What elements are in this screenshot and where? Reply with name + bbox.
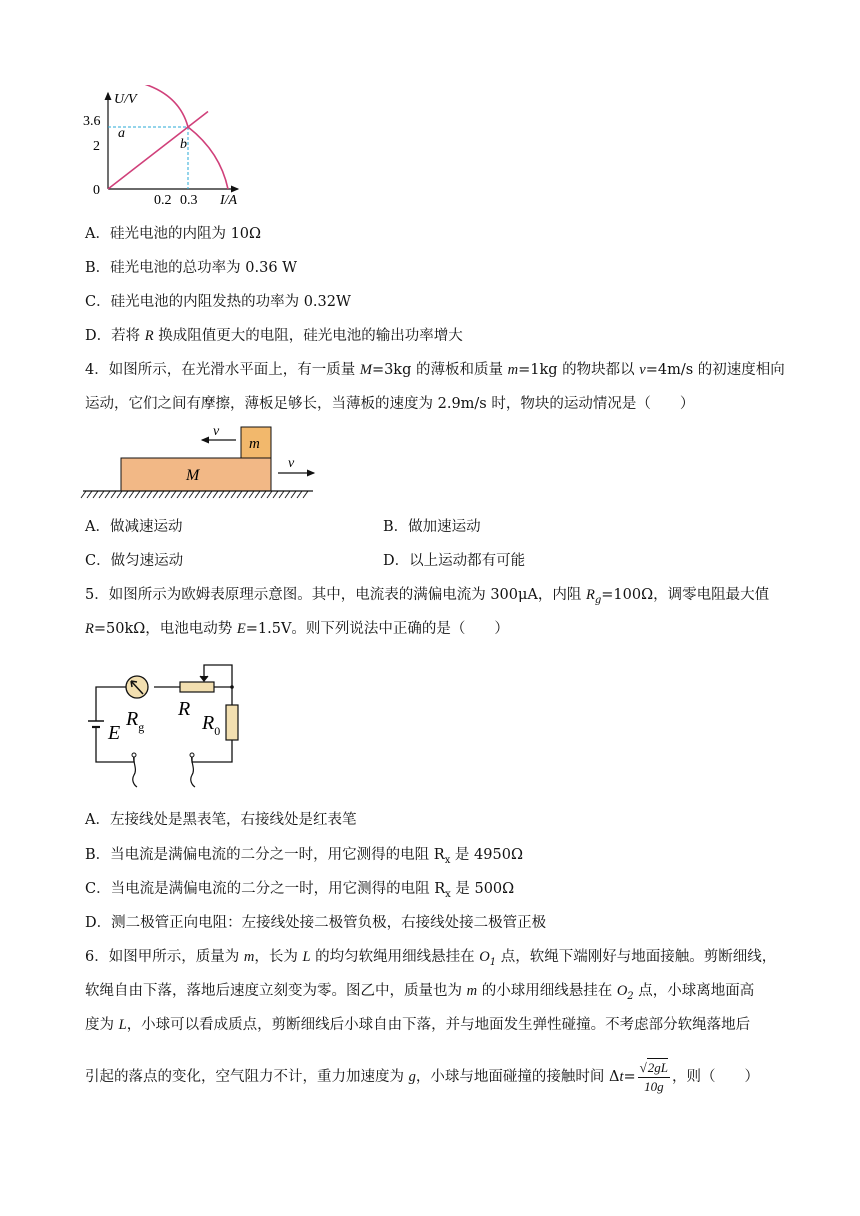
hatch-stroke <box>177 491 182 498</box>
right-probe-lead <box>191 755 195 787</box>
q6-stem-line1: 6．如图甲所示，质量为 m，长为 L 的均匀软绳用细线悬挂在 $O_1$ 点，软绳下端刚好与地面接触。剪断细线， <box>85 949 777 968</box>
hatch-stroke <box>117 491 122 498</box>
hatch-stroke <box>135 491 140 498</box>
hatch-stroke <box>81 491 86 498</box>
y-tick-zero: 0 <box>93 183 100 198</box>
q5-option-b: B．当电流是满偏电流的二分之一时，用它测得的电阻 $R_x$ 是 4950Ω <box>85 847 523 866</box>
hatch-stroke <box>249 491 254 498</box>
q4-stem-line2: 运动，它们之间有摩擦，薄板足够长，当薄板的速度为 2.9m/s 时，物块的运动情况是（ ） <box>85 396 695 412</box>
hatch-stroke <box>243 491 248 498</box>
resistor-r0 <box>226 705 238 740</box>
hatch-stroke <box>279 491 284 498</box>
label-rg: $R_g$ <box>126 708 145 734</box>
q5-option-a: A．左接线处是黑表笔，右接线处是红表笔 <box>85 812 357 828</box>
hatch-stroke <box>105 491 110 498</box>
label-v-board: v <box>288 456 295 471</box>
contact-time-fraction: $\frac{√2gL}{10g}$ <box>639 1060 669 1094</box>
q4-option-d: D．以上运动都有可能 <box>383 553 526 569</box>
hatch-stroke <box>183 491 188 498</box>
hatch-stroke <box>189 491 194 498</box>
hatch-stroke <box>165 491 170 498</box>
q6-stem-line4: 引起的落点的变化，空气阻力不计，重力加速度为 g，小球与地面碰撞的接触时间 Δt= $\frac{√2gL}{10g}$ ，则（ ） <box>85 1060 760 1094</box>
q5-option-c: C．当电流是满偏电流的二分之一时，用它测得的电阻 $R_x$ 是 500Ω <box>85 881 515 900</box>
label-M: M <box>186 467 200 484</box>
hatch-stroke <box>123 491 128 498</box>
x-tick-03: 0.3 <box>180 193 198 208</box>
q3-option-d: D．若将 R 换成阻值更大的电阻，硅光电池的输出功率增大 <box>85 328 463 344</box>
hatch-stroke <box>93 491 98 498</box>
hatch-stroke <box>231 491 236 498</box>
hatch-stroke <box>291 491 296 498</box>
hatch-stroke <box>159 491 164 498</box>
hatch-stroke <box>303 491 308 498</box>
q6-stem-line2: 软绳自由下落，落地后速度立刻变为零。图乙中，质量也为 m 的小球用细线悬挂在 $O_2$ 点，小球离地面高 <box>85 983 755 1002</box>
hatch-stroke <box>201 491 206 498</box>
q3-option-a: A．硅光电池的内阻为 10Ω <box>85 226 262 242</box>
q5-stem-line2: R=50kΩ，电池电动势 E=1.5V。则下列说法中正确的是（ ） <box>85 621 509 637</box>
hatch-stroke <box>99 491 104 498</box>
hatch-stroke <box>225 491 230 498</box>
q3-option-c: C．硅光电池的内阻发热的功率为 0.32W <box>85 294 351 310</box>
hatch-stroke <box>195 491 200 498</box>
hatch-stroke <box>129 491 134 498</box>
ohmmeter-circuit <box>82 655 252 795</box>
curve-label-a: a <box>118 126 125 141</box>
y-axis-label: U/V <box>114 92 137 107</box>
x-axis-label: I/A <box>220 193 238 208</box>
left-probe-lead <box>133 755 137 787</box>
hatch-stroke <box>111 491 116 498</box>
q4-board-figure <box>80 420 330 505</box>
label-r0: $R_0$ <box>202 712 221 738</box>
series-b-line <box>108 112 208 190</box>
hatch-stroke <box>261 491 266 498</box>
q3-option-b: B．硅光电池的总功率为 0.36 W <box>85 260 298 276</box>
hatch-stroke <box>219 491 224 498</box>
hatch-stroke <box>267 491 272 498</box>
label-v-block: v <box>213 424 220 439</box>
x-tick-02: 0.2 <box>154 193 172 208</box>
hatch-stroke <box>213 491 218 498</box>
hatch-stroke <box>147 491 152 498</box>
hatch-stroke <box>87 491 92 498</box>
curve-label-b: b <box>180 137 187 152</box>
label-e: E <box>108 722 121 744</box>
y-tick-mid: 2 <box>93 139 100 154</box>
q4-stem-line1: 4．如图所示，在光滑水平面上，有一质量 M=3kg 的薄板和质量 m=1kg 的物块都以 v=4m/s 的初速度相向 <box>85 362 785 378</box>
hatch-stroke <box>297 491 302 498</box>
y-tick-top: 3.6 <box>83 114 101 129</box>
hatch-stroke <box>273 491 278 498</box>
q5-option-d: D．测二极管正向电阻：左接线处接二极管负极，右接线处接二极管正极 <box>85 915 547 931</box>
q6-stem-line3: 度为 L，小球可以看成质点，剪断细线后小球自由下落，并与地面发生弹性碰撞。不考虑部分软绳落地后 <box>85 1017 751 1033</box>
hatch-stroke <box>141 491 146 498</box>
q5-stem-line1: 5．如图所示为欧姆表原理示意图。其中，电流表的满偏电流为 300μA，内阻 $R_g=100\Omega$，调零电阻最大值 <box>85 587 770 606</box>
q4-option-b: B．做加速运动 <box>383 519 481 535</box>
hatch-stroke <box>207 491 212 498</box>
zero-adjust-resistor <box>180 682 214 692</box>
ui-graph <box>80 85 250 215</box>
slider-arrow-icon <box>200 676 208 681</box>
hatch-stroke <box>171 491 176 498</box>
hatch-stroke <box>255 491 260 498</box>
label-m: m <box>249 436 260 452</box>
hatch-stroke <box>285 491 290 498</box>
ground-hatch <box>81 491 308 498</box>
hatch-stroke <box>237 491 242 498</box>
hatch-stroke <box>153 491 158 498</box>
q4-option-c: C．做匀速运动 <box>85 553 184 569</box>
q4-option-a: A．做减速运动 <box>85 519 183 535</box>
label-r: R <box>178 698 191 720</box>
